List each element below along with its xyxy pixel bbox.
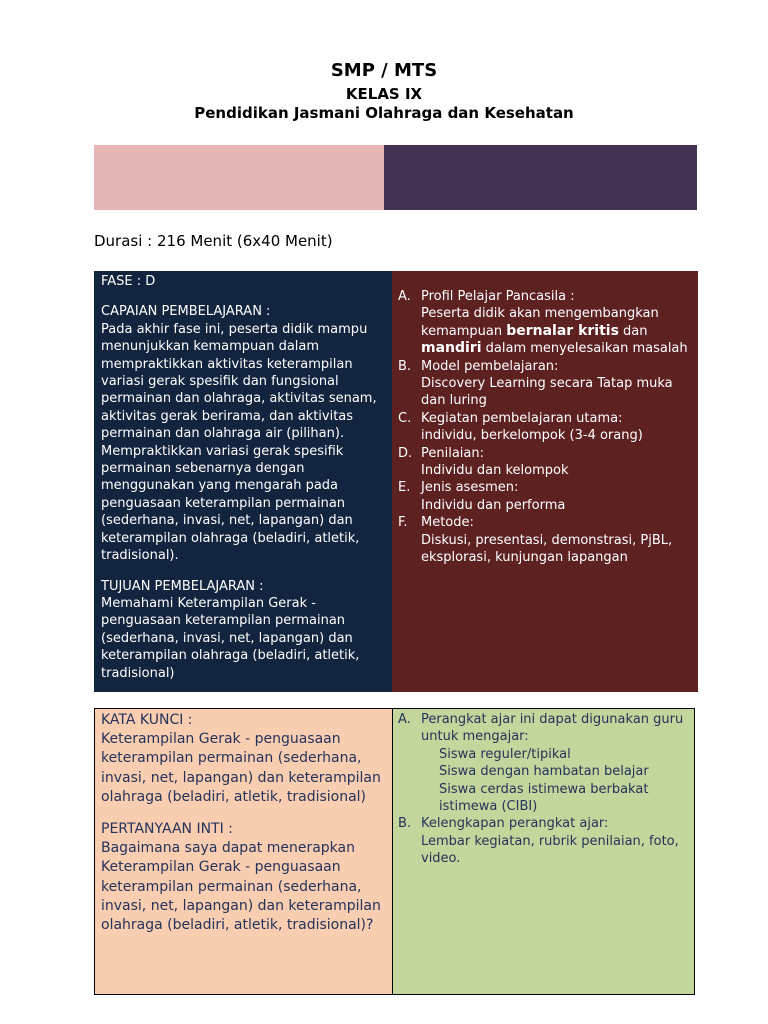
subject-title: Pendidikan Jasmani Olahraga dan Kesehatan bbox=[194, 104, 574, 122]
info-item-title: Metode: bbox=[421, 515, 474, 531]
info-item-title: Kegiatan pembelajaran utama: bbox=[421, 410, 623, 426]
info-item-text: Discovery Learning secara Tatap muka dan luring bbox=[421, 376, 673, 409]
tools-item-title: Kelengkapan perangkat ajar: bbox=[421, 816, 609, 832]
info-item-model: B. Model pembelajaran: Discovery Learning secara Tatap muka dan luring bbox=[398, 358, 692, 410]
class-title: KELAS IX bbox=[345, 85, 423, 103]
tools-item-text: Lembar kegiatan, rubrik penilaian, foto, video. bbox=[421, 833, 679, 867]
info-item-penilaian: D. Penilaian: Individu dan kelompok bbox=[398, 445, 692, 480]
audience-item: Siswa dengan hambatan belajar bbox=[439, 764, 649, 780]
tujuan-text: Memahami Keterampilan Gerak - penguasaan keterampilan permainan (sederhana, invasi, net, lapangan) dan keterampilan olahraga (beladiri, atletik, tradisional) bbox=[101, 595, 360, 681]
audience-item: Siswa cerdas istimewa berbakat istimewa (CIBI) bbox=[439, 781, 649, 815]
tools-item-title: Perangkat ajar ini dapat digunakan guru untuk mengajar: bbox=[421, 712, 684, 745]
tools-item-kelengkapan: B. Kelengkapan perangkat ajar: Lembar kegiatan, rubrik penilaian, foto, video. bbox=[398, 815, 690, 867]
info-item-title: Jenis asesmen: bbox=[421, 480, 519, 496]
info-item-title: Penilaian: bbox=[421, 445, 485, 461]
teaching-tools-panel bbox=[392, 708, 695, 995]
info-item-asesmen: E. Jenis asesmen: Individu dan performa bbox=[398, 479, 692, 514]
bold-keyword: mandiri bbox=[421, 340, 482, 357]
capaian-text: Pada akhir fase ini, peserta didik mampu menunjukkan kemampuan dalam mempraktikkan aktivitas keterampilan variasi gerak spesifik dan fungsional permainan dan olahraga, aktivitas senam, aktivitas gerak berirama, dan aktivitas permainan dan olahraga air (pilihan). Mempraktikkan variasi gerak spesifik permainan sebenarnya dengan menggunakan yang mengarah pada penguasaan keterampilan permainan (sederhana, invasi, net, lapangan) dan keterampilan olahraga (beladiri, atletik, tradisional). bbox=[101, 321, 377, 564]
learning-outcomes-panel bbox=[94, 271, 392, 692]
info-item-text: Peserta didik akan mengembangkan kemampuan bernalar kritis dan mandiri dalam menyelesaikan masalah bbox=[421, 306, 688, 357]
phase-label: FASE : D bbox=[101, 274, 156, 289]
duration-text: Durasi : 216 Menit (6x40 Menit) bbox=[94, 232, 333, 250]
info-item-text: Individu dan performa bbox=[421, 497, 566, 513]
keywords-panel bbox=[94, 708, 393, 995]
audience-item: Siswa reguler/tipikal bbox=[439, 746, 571, 762]
bold-keyword: bernalar kritis bbox=[506, 322, 619, 339]
info-item-profil: A. Profil Pelajar Pancasila : Peserta didik akan mengembangkan kemampuan bernalar kritis dan mandiri dalam menyelesaikan masalah bbox=[398, 288, 692, 358]
info-item-metode: F. Metode: Diskusi, presentasi, demonstrasi, PjBL, eksplorasi, kunjungan lapangan bbox=[398, 514, 692, 566]
kata-kunci-heading: KATA KUNCI : bbox=[101, 712, 193, 728]
capaian-heading: CAPAIAN PEMBELAJARAN : bbox=[101, 304, 271, 320]
info-item-title: Model pembelajaran: bbox=[421, 358, 559, 374]
info-item-text: Diskusi, presentasi, demonstrasi, PjBL, eksplorasi, kunjungan lapangan bbox=[421, 532, 673, 566]
info-item-title: Profil Pelajar Pancasila : bbox=[421, 289, 575, 304]
info-item-kegiatan: C. Kegiatan pembelajaran utama: individu, berkelompok (3-4 orang) bbox=[398, 410, 692, 445]
info-item-text: individu, berkelompok (3-4 orang) bbox=[421, 428, 643, 444]
tools-item-audience: A. Perangkat ajar ini dapat digunakan guru untuk mengajar: Siswa reguler/tipikal Siswa dengan hambatan belajar Siswa cerdas istimewa berbakat istimewa (CIBI) bbox=[398, 711, 690, 815]
purple-color-band bbox=[384, 145, 697, 210]
info-item-text: Individu dan kelompok bbox=[421, 463, 569, 479]
kata-kunci-text: Keterampilan Gerak - penguasaan keterampilan permainan (sederhana, invasi, net, lapangan) dan keterampilan olahraga (beladiri, atletik, tradisional) bbox=[101, 731, 381, 805]
level-title: SMP / MTS bbox=[330, 60, 438, 81]
pertanyaan-text: Bagaimana saya dapat menerapkan Keterampilan Gerak - penguasaan keterampilan permainan (sederhana, invasi, net, lapangan) dan keterampilan olahraga (beladiri, atletik, tradisional)? bbox=[101, 840, 381, 934]
learning-info-panel bbox=[392, 271, 698, 692]
tujuan-heading: TUJUAN PEMBELAJARAN : bbox=[101, 578, 264, 594]
pertanyaan-heading: PERTANYAAN INTI : bbox=[101, 821, 233, 838]
pink-color-band bbox=[94, 145, 384, 210]
